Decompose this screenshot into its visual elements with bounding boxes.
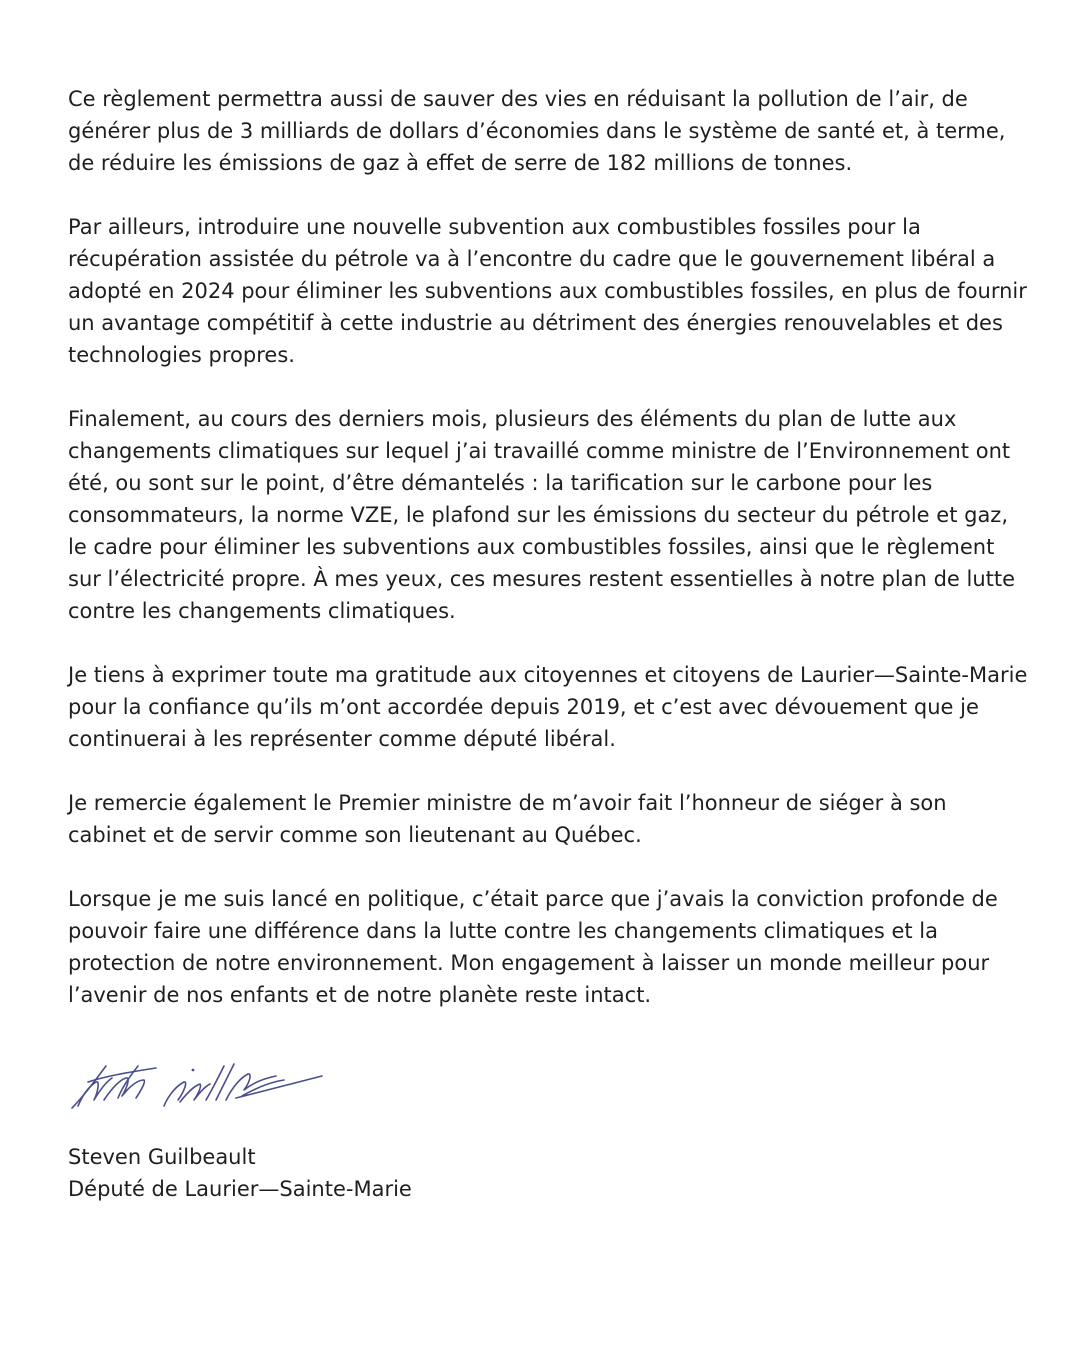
handwritten-signature — [60, 1052, 340, 1122]
signature-block — [68, 1141, 412, 1205]
signatory-name: Steven Guilbeault — [68, 1145, 256, 1169]
letter-paragraph: Finalement, au cours des derniers mois, plusieurs des éléments du plan de lutte aux changements climatiques sur lequel j’ai travaillé comme ministre de l’Environnement ont été, ou sont sur le point, d’être démantelés : la tarification sur le carbone pour les consommateurs, la norme VZE, le plafond sur les émissions du secteur du pétrole et gaz, le cadre pour éliminer les subventions aux combustibles fossiles, ainsi que le règlement sur l’électricité propre. À mes yeux, ces mesures restent essentielles à notre plan de lutte contre les changements climatiques. — [68, 407, 1016, 623]
letter-paragraph: Par ailleurs, introduire une nouvelle subvention aux combustibles fossiles pour la récupération assistée du pétrole va à l’encontre du cadre que le gouvernement libéral a adopté en 2024 pour éliminer les subventions aux combustibles fossiles, en plus de fournir un avantage compétitif à cette industrie au détriment des énergies renouvelables et des technologies propres. — [68, 215, 1027, 367]
letter-paragraph: Ce règlement permettra aussi de sauver des vies en réduisant la pollution de l’air, de générer plus de 3 milliards de dollars d’économies dans le système de santé et, à terme, de réduire les émissions de gaz à effet de serre de 182 millions de tonnes. — [68, 87, 1006, 175]
letter-paragraph: Je tiens à exprimer toute ma gratitude aux citoyennes et citoyens de Laurier—Sainte-Marie pour la confiance qu’ils m’ont accordée depuis 2019, et c’est avec dévouement que je continuerai à les représenter comme député libéral. — [68, 663, 1028, 751]
signatory-title: Député de Laurier—Sainte-Marie — [68, 1177, 412, 1201]
letter-paragraph: Je remercie également le Premier ministre de m’avoir fait l’honneur de siéger à son cabinet et de servir comme son lieutenant au Québec. — [68, 791, 947, 847]
letter-paragraph: Lorsque je me suis lancé en politique, c’était parce que j’avais la conviction profonde de pouvoir faire une différence dans la lutte contre les changements climatiques et la protection de notre environnement. Mon engagement à laisser un monde meilleur pour l’avenir de nos enfants et de notre planète reste intact. — [68, 887, 998, 1007]
letter-body — [68, 83, 1028, 1043]
